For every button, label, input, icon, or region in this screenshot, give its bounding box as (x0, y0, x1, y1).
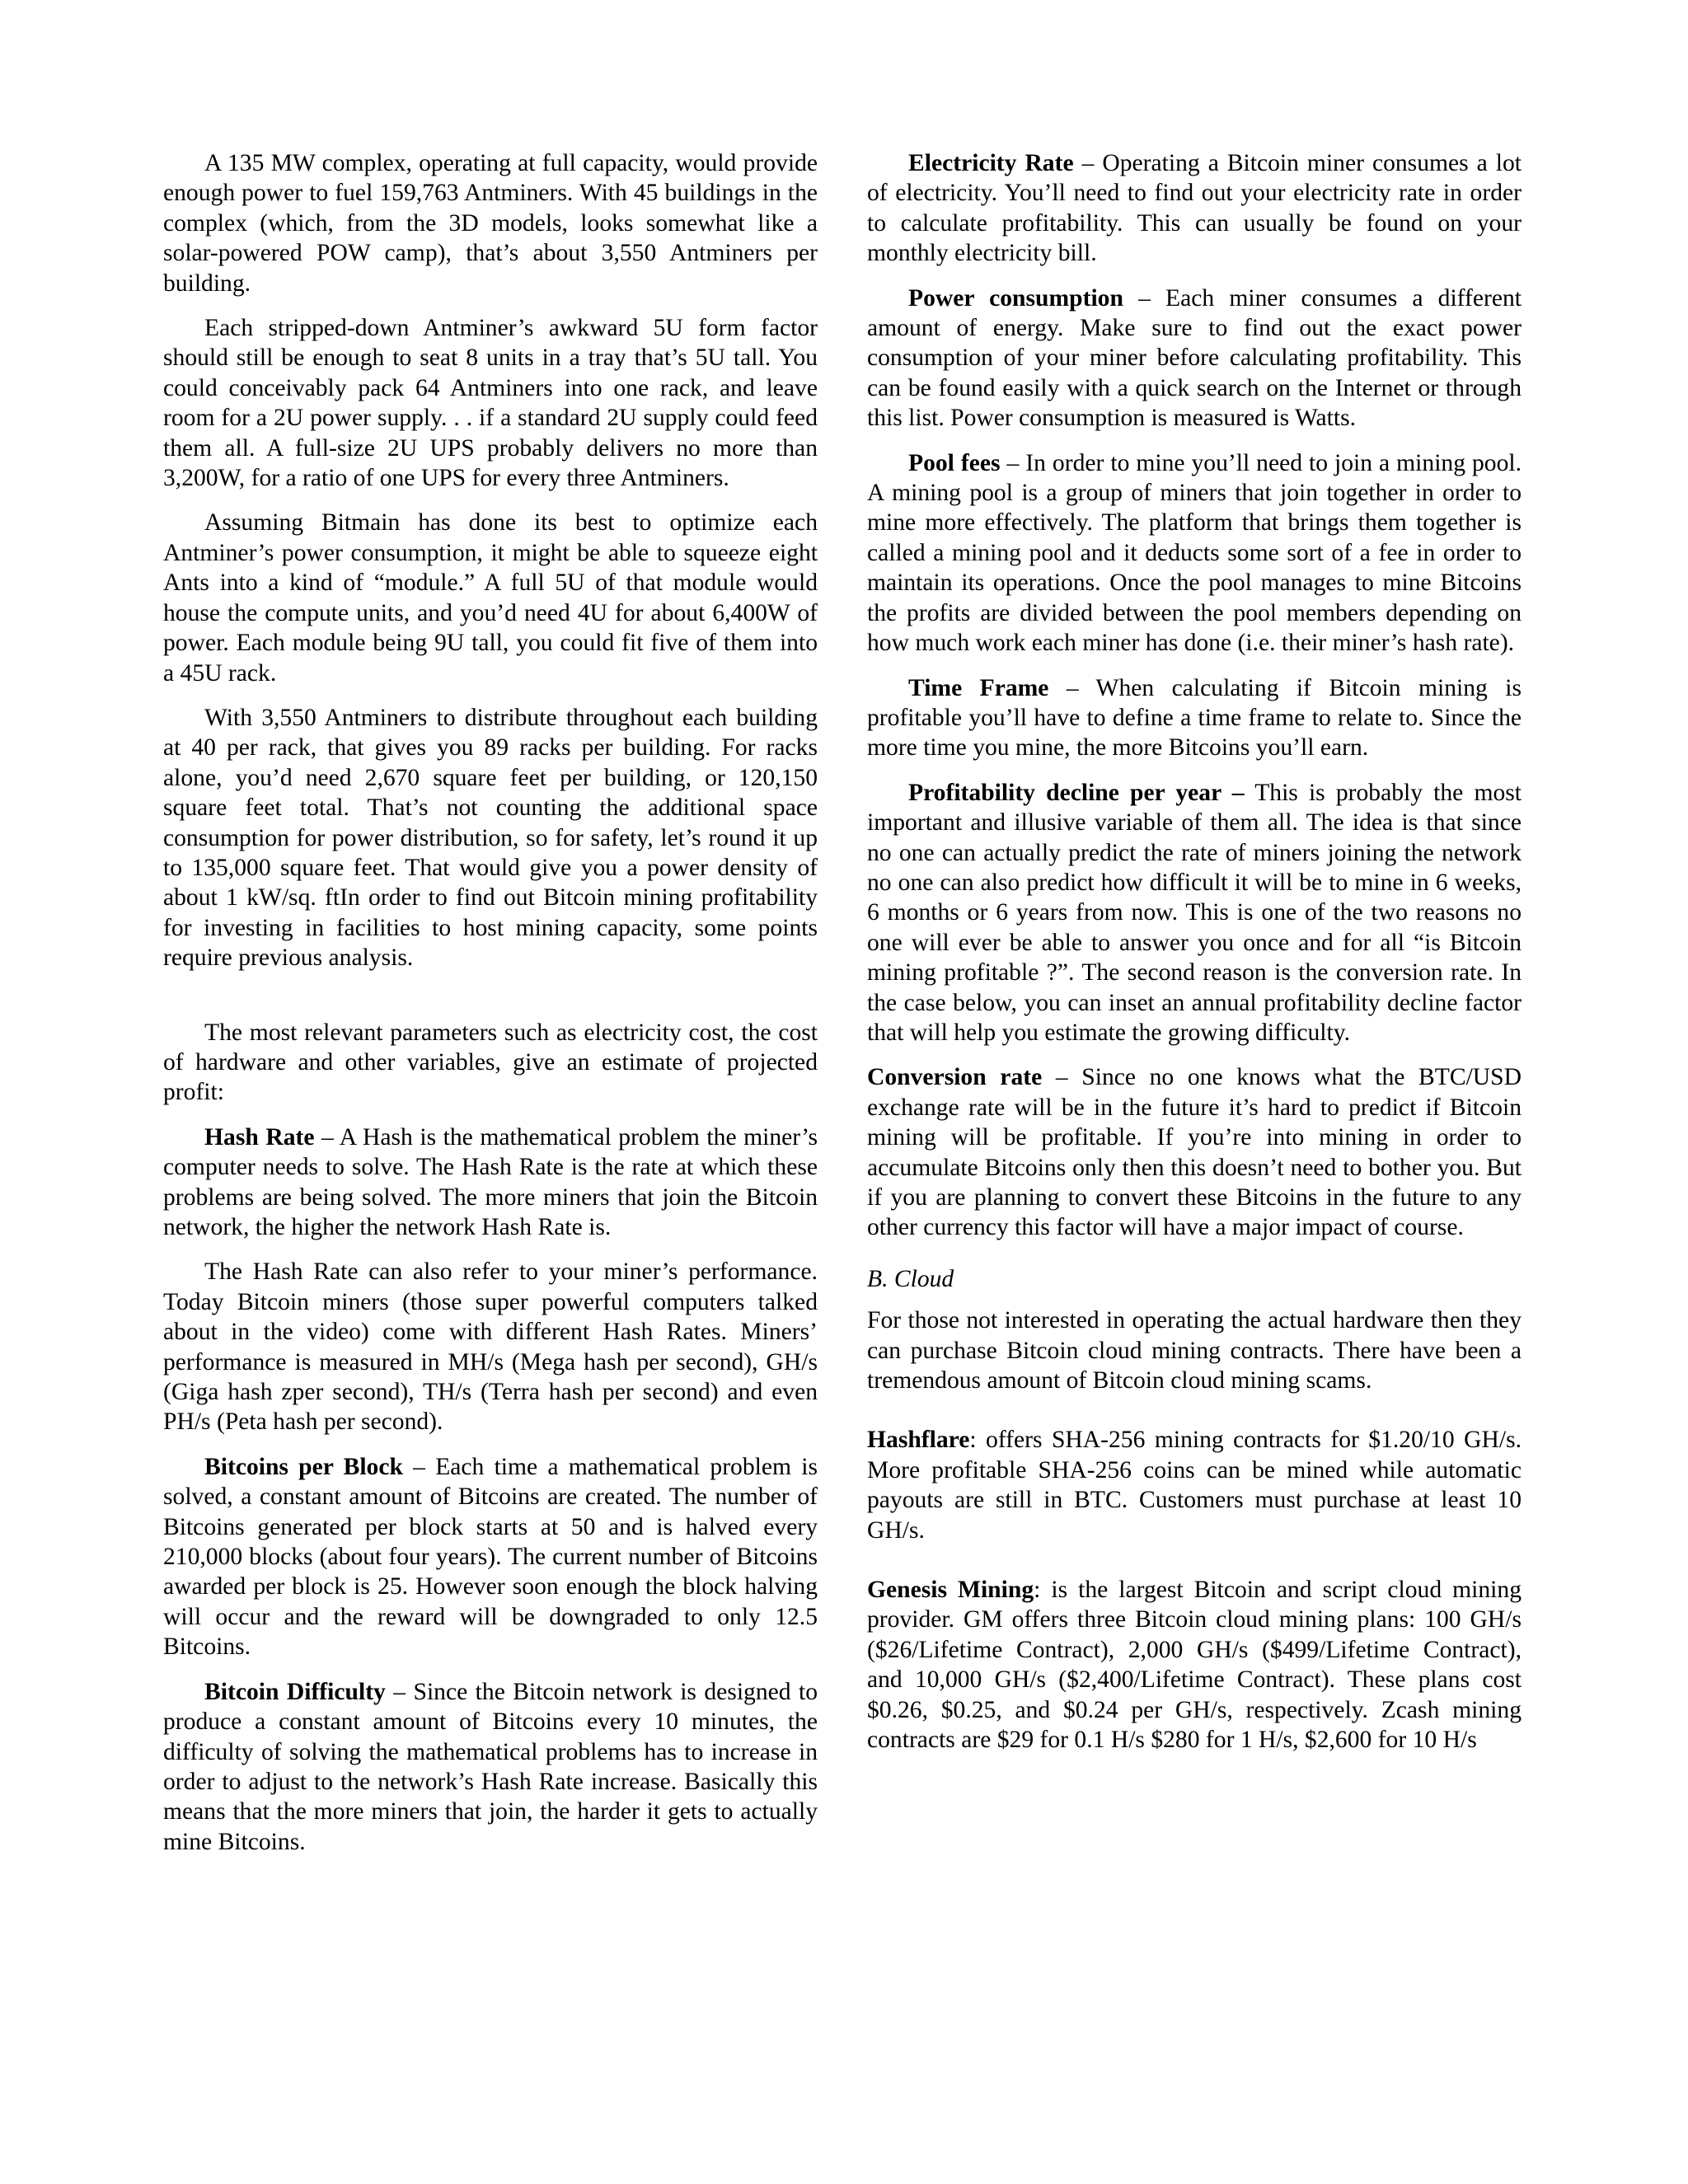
term-bitcoin-difficulty: Bitcoin Difficulty (204, 1678, 386, 1705)
term-power-consumption: Power consumption (908, 284, 1123, 312)
definition-hash-rate: – A Hash is the mathematical problem the miner’s computer needs to solve. The Hash Rate is the rate at which these problems are being solved. The more miners that join the Bitcoin network, the higher the network Hash Rate is. (163, 1123, 818, 1240)
section-heading-cloud: B. Cloud (867, 1265, 954, 1292)
term-hash-rate: Hash Rate (204, 1123, 315, 1151)
paragraph-form-factor: Each stripped-down Antminer’s awkward 5U form factor should still be enough to seat 8 units in a tray that’s 5U tall. You could conceivably pack 64 Antminers into one rack, and leave room for a 2U power supply. . . if a standard 2U supply could feed them all. A full-size 2U UPS probably delivers no more than 3,200W, for a ratio of one UPS for every three Antminers. (163, 315, 818, 492)
paragraph-hash-rate (163, 1122, 818, 1243)
definition-profitability-decline: This is probably the most important and illusive variable of them all. The idea is that since no one can actually predict the rate of miners joining the network no one can also predict how difficult it will be to mine in 6 weeks, 6 months or 6 years from now. This is one of the two reasons no one will ever be able to answer you once and for all “is Bitcoin mining profitable ?”. The second reason is the conversion rate. In the case below, you can inset an annual profitability decline factor that will help you estimate the growing difficulty. (867, 779, 1522, 1046)
paragraph-profitability-decline (867, 778, 1522, 1048)
paragraph-genesis-mining (867, 1575, 1522, 1755)
definition-power-consumption: – Each miner consumes a different amount of energy. Make sure to find out the exact power consumption of your miner before calculating profitability. This can be found easily with a quick search on the Internet or through this list. Power consumption is measured is Watts. (867, 284, 1522, 432)
term-hashflare: Hashflare (867, 1427, 970, 1454)
term-genesis-mining: Genesis Mining (867, 1577, 1034, 1604)
paragraph-parameters-intro: The most relevant parameters such as electricity cost, the cost of hardware and other variables, give an estimate of projected profit: (163, 1019, 818, 1106)
paragraph-cloud-intro: For those not interested in operating the actual hardware then they can purchase Bitcoin cloud mining contracts. There have been a tremendous amount of Bitcoin cloud mining scams. (867, 1307, 1522, 1394)
definition-time-frame: – When calculating if Bitcoin mining is profitable you’ll have to define a time frame to relate to. Since the more time you mine, the more Bitcoins you’ll earn. (867, 674, 1522, 762)
definition-conversion-rate: – Since no one knows what the BTC/USD exchange rate will be in the future it’s hard to predict if Bitcoin mining will be profitable. If you’re into mining in order to accumulate Bitcoins only then this doesn’t need to bother you. But if you are planning to convert these Bitcoins in the future to any other currency this factor will have a major impact of course. (867, 1064, 1522, 1241)
term-pool-fees: Pool fees (908, 449, 1001, 476)
paragraph-bitcoin-difficulty (163, 1677, 818, 1857)
definition-pool-fees: – In order to mine you’ll need to join a mining pool. A mining pool is a group of miners that join together in order to mine more effectively. The platform that brings them together is called a mining pool and it deducts some sort of a fee in order to maintain its operations. Once the pool manages to mine Bitcoins the profits are divided between the pool members depending on how much work each miner has done (i.e. their miner’s hash rate). (867, 449, 1522, 657)
paragraph-hash-rate-performance: The Hash Rate can also refer to your miner’s performance. Today Bitcoin miners (those super powerful computers talked about in the video) come with different Hash Rates. Miners’ performance is measured in MH/s (Mega hash per second), GH/s (Giga hash zper second), TH/s (Terra hash per second) and even PH/s (Peta hash per second). (163, 1258, 818, 1436)
paragraph-power-module: Assuming Bitmain has done its best to optimize each Antminer’s power consumption, it might be able to squeeze eight Ants into a kind of “module.” A full 5U of that module would house the compute units, and you’d need 4U for about 6,400W of power. Each module being 9U tall, you could fit five of them into a 45U rack. (163, 509, 818, 687)
paragraph-hashflare (867, 1425, 1522, 1545)
term-time-frame: Time Frame (908, 674, 1049, 701)
definition-genesis-mining: : is the largest Bitcoin and script cloud mining provider. GM offers three Bitcoin cloud mining plans: 100 GH/s ($26/Lifetime Contract), 2,000 GH/s ($499/Lifetime Contract), and 10,000 GH/s ($2,400/Lifetime Contract). These plans cost $0.26, $0.25, and $0.24 per GH/s, respectively. Zcash mining contracts are $29 for 0.1 H/s $280 for 1 H/s, $2,600 for 10 H/s (867, 1577, 1522, 1754)
definition-hashflare: : offers SHA-256 mining contracts for $1.20/10 GH/s. More profitable SHA-256 coins can be mined while automatic payouts are still in BTC. Customers must purchase at least 10 GH/s. (867, 1427, 1522, 1544)
definition-electricity-rate: – Operating a Bitcoin miner consumes a lot of electricity. You’ll need to find out your electricity rate in order to calculate profitability. This can usually be found on your monthly electricity bill. (867, 150, 1522, 267)
term-profitability-decline: Profitability decline per year – (908, 779, 1245, 806)
right-column (867, 148, 1522, 1755)
left-column (163, 148, 818, 1857)
paragraph-power-consumption (867, 284, 1522, 434)
paragraph-rack-distribution: With 3,550 Antminers to distribute throughout each building at 40 per rack, that gives you 89 racks per building. For racks alone, you’d need 2,670 square feet per building, or 120,150 square feet total. That’s not counting the additional space consumption for power distribution, so for safety, let’s round it up to 135,000 square feet. That would give you a power density of about 1 kW/sq. ftIn order to find out Bitcoin mining profitability for investing in facilities to host mining capacity, some points require previous analysis. (163, 704, 818, 972)
definition-bitcoin-difficulty: – Since the Bitcoin network is designed to produce a constant amount of Bitcoins every 10 minutes, the difficulty of solving the mathematical problems has to increase in order to adjust to the network’s Hash Rate increase. Basically this means that the more miners that join, the harder it gets to actually mine Bitcoins. (163, 1678, 818, 1855)
paragraph-pool-fees (867, 448, 1522, 658)
term-electricity-rate: Electricity Rate (908, 150, 1074, 176)
paragraph-electricity-rate (867, 148, 1522, 269)
term-bitcoins-per-block: Bitcoins per Block (204, 1453, 403, 1480)
definition-bitcoins-per-block: – Each time a mathematical problem is solved, a constant amount of Bitcoins are created. The number of Bitcoins generated per block starts at 50 and is halved every 210,000 blocks (about four years). The current number of Bitcoins awarded per block is 25. However soon enough the block halving will occur and the reward will be downgraded to only 12.5 Bitcoins. (163, 1453, 818, 1661)
term-conversion-rate: Conversion rate (867, 1064, 1043, 1091)
paragraph-time-frame (867, 673, 1522, 763)
paragraph-conversion-rate (867, 1062, 1522, 1242)
paragraph-antminer-complex: A 135 MW complex, operating at full capacity, would provide enough power to fuel 159,763 Antminers. With 45 buildings in the complex (which, from the 3D models, looks somewhat like a solar-powered POW camp), that’s about 3,550 Antminers per building. (163, 150, 818, 297)
paragraph-bitcoins-per-block (163, 1452, 818, 1662)
